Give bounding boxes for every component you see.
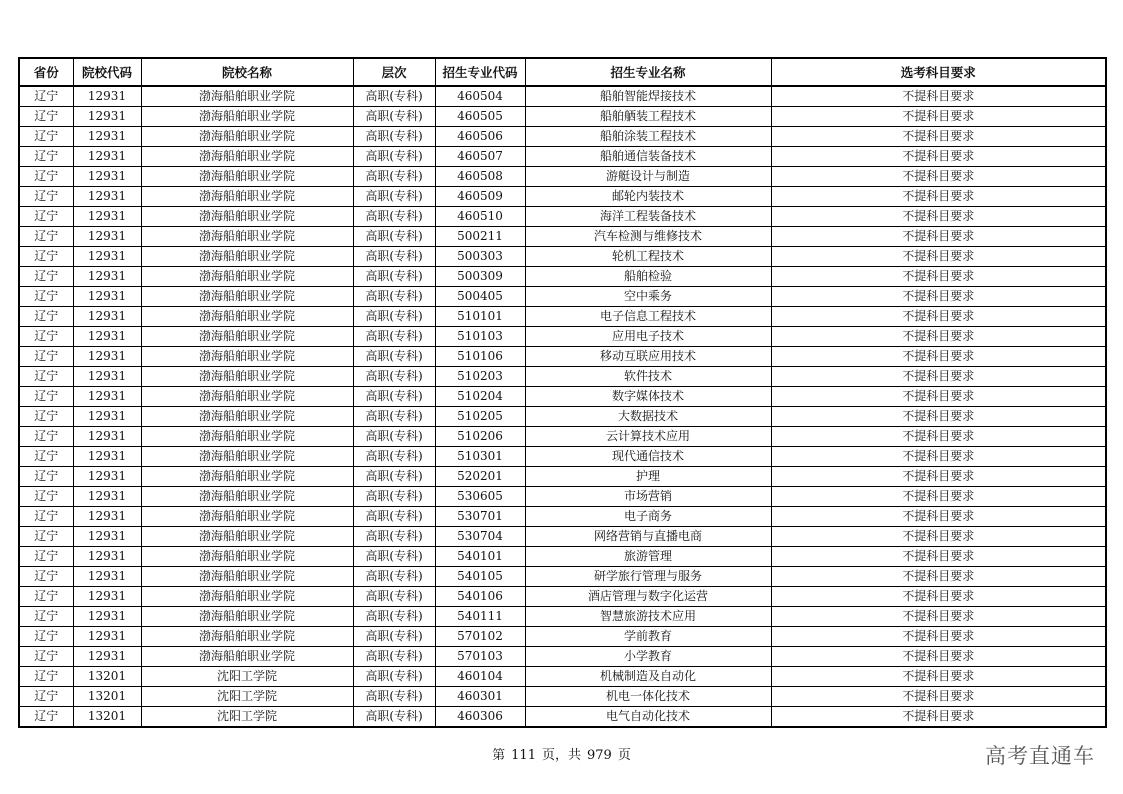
cell-major-name: 船舶涂装工程技术 — [525, 127, 771, 147]
cell-school-name: 渤海船舶职业学院 — [141, 387, 353, 407]
cell-major-name: 应用电子技术 — [525, 327, 771, 347]
cell-subject-requirement: 不提科目要求 — [771, 527, 1106, 547]
cell-major-name: 学前教育 — [525, 627, 771, 647]
cell-school-code: 12931 — [73, 467, 141, 487]
table-row — [19, 387, 1106, 407]
table-row — [19, 247, 1106, 267]
footer-page-number: 111 — [511, 748, 536, 763]
header-school-code: 院校代码 — [73, 58, 141, 86]
cell-school-code: 12931 — [73, 267, 141, 287]
cell-level: 高职(专科) — [353, 307, 435, 327]
cell-major-code: 460509 — [435, 187, 525, 207]
cell-school-code: 13201 — [73, 707, 141, 728]
cell-province: 辽宁 — [19, 247, 73, 267]
cell-school-code: 12931 — [73, 327, 141, 347]
cell-school-name: 渤海船舶职业学院 — [141, 507, 353, 527]
cell-major-code: 500303 — [435, 247, 525, 267]
header-school-name: 院校名称 — [141, 58, 353, 86]
admission-table-container — [18, 57, 1105, 728]
cell-school-code: 12931 — [73, 647, 141, 667]
cell-major-name: 电气自动化技术 — [525, 707, 771, 728]
cell-level: 高职(专科) — [353, 327, 435, 347]
cell-major-code: 500309 — [435, 267, 525, 287]
cell-school-code: 12931 — [73, 587, 141, 607]
cell-level: 高职(专科) — [353, 207, 435, 227]
cell-school-code: 12931 — [73, 86, 141, 107]
cell-province: 辽宁 — [19, 86, 73, 107]
footer-middle: 页，共 — [541, 748, 581, 763]
cell-subject-requirement: 不提科目要求 — [771, 247, 1106, 267]
header-major-name: 招生专业名称 — [525, 58, 771, 86]
cell-subject-requirement: 不提科目要求 — [771, 427, 1106, 447]
cell-school-name: 渤海船舶职业学院 — [141, 107, 353, 127]
cell-province: 辽宁 — [19, 267, 73, 287]
cell-major-name: 现代通信技术 — [525, 447, 771, 467]
table-row — [19, 347, 1106, 367]
cell-school-name: 渤海船舶职业学院 — [141, 467, 353, 487]
cell-subject-requirement: 不提科目要求 — [771, 467, 1106, 487]
cell-school-code: 12931 — [73, 167, 141, 187]
cell-level: 高职(专科) — [353, 427, 435, 447]
table-row — [19, 287, 1106, 307]
cell-major-code: 530701 — [435, 507, 525, 527]
cell-subject-requirement: 不提科目要求 — [771, 127, 1106, 147]
cell-major-name: 空中乘务 — [525, 287, 771, 307]
cell-school-name: 渤海船舶职业学院 — [141, 147, 353, 167]
cell-school-code: 12931 — [73, 447, 141, 467]
table-row — [19, 447, 1106, 467]
cell-subject-requirement: 不提科目要求 — [771, 387, 1106, 407]
table-row — [19, 307, 1106, 327]
cell-major-code: 570102 — [435, 627, 525, 647]
cell-province: 辽宁 — [19, 707, 73, 728]
cell-school-code: 13201 — [73, 687, 141, 707]
table-row — [19, 86, 1106, 107]
cell-school-code: 12931 — [73, 347, 141, 367]
cell-province: 辽宁 — [19, 587, 73, 607]
cell-level: 高职(专科) — [353, 607, 435, 627]
cell-subject-requirement: 不提科目要求 — [771, 667, 1106, 687]
table-row — [19, 647, 1106, 667]
table-row — [19, 267, 1106, 287]
cell-subject-requirement: 不提科目要求 — [771, 167, 1106, 187]
cell-province: 辽宁 — [19, 387, 73, 407]
cell-level: 高职(专科) — [353, 687, 435, 707]
cell-school-code: 12931 — [73, 287, 141, 307]
cell-province: 辽宁 — [19, 147, 73, 167]
cell-subject-requirement: 不提科目要求 — [771, 487, 1106, 507]
cell-major-code: 460507 — [435, 147, 525, 167]
cell-major-code: 460510 — [435, 207, 525, 227]
cell-major-code: 520201 — [435, 467, 525, 487]
cell-level: 高职(专科) — [353, 527, 435, 547]
cell-province: 辽宁 — [19, 627, 73, 647]
cell-major-code: 510301 — [435, 447, 525, 467]
cell-school-name: 渤海船舶职业学院 — [141, 567, 353, 587]
cell-level: 高职(专科) — [353, 187, 435, 207]
cell-school-code: 12931 — [73, 367, 141, 387]
watermark-logo-text: 高考直通车 — [985, 744, 1095, 768]
cell-major-name: 网络营销与直播电商 — [525, 527, 771, 547]
page-footer — [0, 744, 1123, 763]
cell-major-name: 电子信息工程技术 — [525, 307, 771, 327]
table-row — [19, 407, 1106, 427]
cell-province: 辽宁 — [19, 107, 73, 127]
cell-school-name: 渤海船舶职业学院 — [141, 327, 353, 347]
cell-subject-requirement: 不提科目要求 — [771, 227, 1106, 247]
footer-prefix: 第 — [492, 748, 506, 763]
cell-level: 高职(专科) — [353, 367, 435, 387]
cell-province: 辽宁 — [19, 227, 73, 247]
cell-subject-requirement: 不提科目要求 — [771, 607, 1106, 627]
cell-province: 辽宁 — [19, 447, 73, 467]
cell-major-name: 移动互联应用技术 — [525, 347, 771, 367]
cell-subject-requirement: 不提科目要求 — [771, 327, 1106, 347]
cell-school-name: 渤海船舶职业学院 — [141, 407, 353, 427]
cell-province: 辽宁 — [19, 287, 73, 307]
table-header-row — [19, 58, 1106, 86]
table-row — [19, 367, 1106, 387]
cell-level: 高职(专科) — [353, 167, 435, 187]
table-row — [19, 667, 1106, 687]
table-row — [19, 487, 1106, 507]
cell-school-code: 12931 — [73, 247, 141, 267]
cell-school-name: 沈阳工学院 — [141, 667, 353, 687]
table-row — [19, 547, 1106, 567]
cell-major-name: 旅游管理 — [525, 547, 771, 567]
cell-level: 高职(专科) — [353, 147, 435, 167]
cell-province: 辽宁 — [19, 407, 73, 427]
cell-level: 高职(专科) — [353, 507, 435, 527]
table-row — [19, 627, 1106, 647]
cell-school-name: 渤海船舶职业学院 — [141, 207, 353, 227]
cell-school-code: 12931 — [73, 407, 141, 427]
table-row — [19, 207, 1106, 227]
header-province: 省份 — [19, 58, 73, 86]
cell-major-name: 研学旅行管理与服务 — [525, 567, 771, 587]
cell-level: 高职(专科) — [353, 267, 435, 287]
cell-major-code: 540105 — [435, 567, 525, 587]
table-row — [19, 527, 1106, 547]
table-row — [19, 147, 1106, 167]
cell-school-name: 渤海船舶职业学院 — [141, 287, 353, 307]
cell-level: 高职(专科) — [353, 387, 435, 407]
cell-school-code: 12931 — [73, 607, 141, 627]
cell-level: 高职(专科) — [353, 107, 435, 127]
cell-major-name: 船舶舾装工程技术 — [525, 107, 771, 127]
cell-province: 辽宁 — [19, 207, 73, 227]
cell-school-name: 渤海船舶职业学院 — [141, 427, 353, 447]
cell-major-name: 游艇设计与制造 — [525, 167, 771, 187]
cell-major-code: 500211 — [435, 227, 525, 247]
cell-school-name: 沈阳工学院 — [141, 687, 353, 707]
cell-school-code: 12931 — [73, 387, 141, 407]
cell-province: 辽宁 — [19, 327, 73, 347]
cell-level: 高职(专科) — [353, 347, 435, 367]
cell-major-code: 530605 — [435, 487, 525, 507]
cell-province: 辽宁 — [19, 507, 73, 527]
cell-subject-requirement: 不提科目要求 — [771, 147, 1106, 167]
cell-school-name: 渤海船舶职业学院 — [141, 587, 353, 607]
cell-school-name: 渤海船舶职业学院 — [141, 247, 353, 267]
cell-school-name: 渤海船舶职业学院 — [141, 347, 353, 367]
header-subject-requirement: 选考科目要求 — [771, 58, 1106, 86]
cell-subject-requirement: 不提科目要求 — [771, 587, 1106, 607]
cell-province: 辽宁 — [19, 427, 73, 447]
cell-school-code: 12931 — [73, 547, 141, 567]
table-row — [19, 127, 1106, 147]
cell-level: 高职(专科) — [353, 407, 435, 427]
cell-province: 辽宁 — [19, 527, 73, 547]
cell-major-code: 510204 — [435, 387, 525, 407]
cell-level: 高职(专科) — [353, 86, 435, 107]
cell-major-code: 510206 — [435, 427, 525, 447]
table-body — [19, 86, 1106, 727]
cell-major-name: 汽车检测与维修技术 — [525, 227, 771, 247]
cell-subject-requirement: 不提科目要求 — [771, 447, 1106, 467]
cell-subject-requirement: 不提科目要求 — [771, 567, 1106, 587]
cell-subject-requirement: 不提科目要求 — [771, 707, 1106, 728]
cell-subject-requirement: 不提科目要求 — [771, 627, 1106, 647]
cell-school-code: 12931 — [73, 487, 141, 507]
cell-major-code: 540111 — [435, 607, 525, 627]
cell-major-name: 大数据技术 — [525, 407, 771, 427]
cell-subject-requirement: 不提科目要求 — [771, 207, 1106, 227]
cell-major-code: 570103 — [435, 647, 525, 667]
cell-major-name: 船舶智能焊接技术 — [525, 86, 771, 107]
cell-school-code: 12931 — [73, 307, 141, 327]
cell-school-name: 渤海船舶职业学院 — [141, 86, 353, 107]
footer-total-pages: 979 — [587, 748, 612, 763]
cell-school-name: 渤海船舶职业学院 — [141, 227, 353, 247]
cell-school-name: 渤海船舶职业学院 — [141, 167, 353, 187]
table-row — [19, 467, 1106, 487]
cell-level: 高职(专科) — [353, 547, 435, 567]
cell-major-name: 护理 — [525, 467, 771, 487]
cell-subject-requirement: 不提科目要求 — [771, 367, 1106, 387]
cell-province: 辽宁 — [19, 307, 73, 327]
cell-major-name: 邮轮内装技术 — [525, 187, 771, 207]
cell-major-code: 460504 — [435, 86, 525, 107]
cell-school-name: 渤海船舶职业学院 — [141, 647, 353, 667]
cell-school-name: 渤海船舶职业学院 — [141, 187, 353, 207]
cell-major-code: 460301 — [435, 687, 525, 707]
table-row — [19, 687, 1106, 707]
cell-major-code: 500405 — [435, 287, 525, 307]
cell-school-code: 12931 — [73, 627, 141, 647]
cell-major-name: 市场营销 — [525, 487, 771, 507]
cell-major-name: 机电一体化技术 — [525, 687, 771, 707]
cell-school-code: 12931 — [73, 227, 141, 247]
cell-subject-requirement: 不提科目要求 — [771, 507, 1106, 527]
cell-province: 辽宁 — [19, 487, 73, 507]
cell-major-name: 机械制造及自动化 — [525, 667, 771, 687]
cell-province: 辽宁 — [19, 347, 73, 367]
cell-subject-requirement: 不提科目要求 — [771, 347, 1106, 367]
cell-school-code: 13201 — [73, 667, 141, 687]
table-row — [19, 327, 1106, 347]
cell-school-name: 渤海船舶职业学院 — [141, 267, 353, 287]
cell-school-name: 渤海船舶职业学院 — [141, 627, 353, 647]
cell-level: 高职(专科) — [353, 287, 435, 307]
cell-major-name: 智慧旅游技术应用 — [525, 607, 771, 627]
cell-province: 辽宁 — [19, 127, 73, 147]
cell-school-name: 渤海船舶职业学院 — [141, 547, 353, 567]
cell-major-name: 小学教育 — [525, 647, 771, 667]
cell-major-name: 船舶通信装备技术 — [525, 147, 771, 167]
cell-subject-requirement: 不提科目要求 — [771, 687, 1106, 707]
cell-level: 高职(专科) — [353, 647, 435, 667]
cell-major-code: 510106 — [435, 347, 525, 367]
table-row — [19, 607, 1106, 627]
cell-major-code: 460505 — [435, 107, 525, 127]
cell-school-name: 沈阳工学院 — [141, 707, 353, 728]
cell-school-name: 渤海船舶职业学院 — [141, 607, 353, 627]
cell-province: 辽宁 — [19, 367, 73, 387]
cell-subject-requirement: 不提科目要求 — [771, 187, 1106, 207]
cell-province: 辽宁 — [19, 167, 73, 187]
table-row — [19, 227, 1106, 247]
cell-level: 高职(专科) — [353, 627, 435, 647]
cell-level: 高职(专科) — [353, 227, 435, 247]
cell-school-code: 12931 — [73, 427, 141, 447]
table-row — [19, 427, 1106, 447]
cell-school-code: 12931 — [73, 147, 141, 167]
table-row — [19, 507, 1106, 527]
table-row — [19, 187, 1106, 207]
table-row — [19, 587, 1106, 607]
cell-province: 辽宁 — [19, 647, 73, 667]
cell-school-name: 渤海船舶职业学院 — [141, 527, 353, 547]
cell-province: 辽宁 — [19, 547, 73, 567]
cell-major-code: 510205 — [435, 407, 525, 427]
cell-province: 辽宁 — [19, 667, 73, 687]
cell-major-code: 510103 — [435, 327, 525, 347]
cell-school-name: 渤海船舶职业学院 — [141, 127, 353, 147]
cell-province: 辽宁 — [19, 567, 73, 587]
cell-level: 高职(专科) — [353, 567, 435, 587]
footer-suffix: 页 — [617, 748, 631, 763]
table-row — [19, 707, 1106, 728]
cell-major-name: 数字媒体技术 — [525, 387, 771, 407]
cell-school-code: 12931 — [73, 207, 141, 227]
cell-level: 高职(专科) — [353, 487, 435, 507]
cell-major-code: 460506 — [435, 127, 525, 147]
cell-level: 高职(专科) — [353, 447, 435, 467]
cell-level: 高职(专科) — [353, 127, 435, 147]
cell-subject-requirement: 不提科目要求 — [771, 307, 1106, 327]
table-row — [19, 107, 1106, 127]
cell-major-code: 540101 — [435, 547, 525, 567]
cell-school-name: 渤海船舶职业学院 — [141, 367, 353, 387]
cell-level: 高职(专科) — [353, 667, 435, 687]
admission-table — [18, 57, 1107, 728]
cell-major-code: 460104 — [435, 667, 525, 687]
cell-subject-requirement: 不提科目要求 — [771, 107, 1106, 127]
cell-major-name: 酒店管理与数字化运营 — [525, 587, 771, 607]
cell-subject-requirement: 不提科目要求 — [771, 287, 1106, 307]
cell-major-name: 海洋工程装备技术 — [525, 207, 771, 227]
cell-level: 高职(专科) — [353, 707, 435, 728]
cell-subject-requirement: 不提科目要求 — [771, 547, 1106, 567]
cell-major-name: 软件技术 — [525, 367, 771, 387]
cell-major-name: 电子商务 — [525, 507, 771, 527]
header-major-code: 招生专业代码 — [435, 58, 525, 86]
header-level: 层次 — [353, 58, 435, 86]
cell-school-code: 12931 — [73, 127, 141, 147]
cell-major-code: 530704 — [435, 527, 525, 547]
cell-level: 高职(专科) — [353, 467, 435, 487]
cell-school-name: 渤海船舶职业学院 — [141, 447, 353, 467]
cell-major-code: 510101 — [435, 307, 525, 327]
cell-subject-requirement: 不提科目要求 — [771, 86, 1106, 107]
cell-subject-requirement: 不提科目要求 — [771, 647, 1106, 667]
cell-major-name: 云计算技术应用 — [525, 427, 771, 447]
cell-major-code: 510203 — [435, 367, 525, 387]
table-row — [19, 167, 1106, 187]
cell-school-code: 12931 — [73, 107, 141, 127]
cell-province: 辽宁 — [19, 187, 73, 207]
cell-province: 辽宁 — [19, 687, 73, 707]
cell-province: 辽宁 — [19, 607, 73, 627]
cell-subject-requirement: 不提科目要求 — [771, 267, 1106, 287]
cell-school-code: 12931 — [73, 507, 141, 527]
cell-school-code: 12931 — [73, 567, 141, 587]
cell-school-name: 渤海船舶职业学院 — [141, 487, 353, 507]
cell-major-name: 轮机工程技术 — [525, 247, 771, 267]
cell-major-code: 460508 — [435, 167, 525, 187]
cell-school-code: 12931 — [73, 527, 141, 547]
cell-school-code: 12931 — [73, 187, 141, 207]
cell-major-code: 540106 — [435, 587, 525, 607]
cell-major-code: 460306 — [435, 707, 525, 728]
cell-level: 高职(专科) — [353, 587, 435, 607]
cell-school-name: 渤海船舶职业学院 — [141, 307, 353, 327]
cell-province: 辽宁 — [19, 467, 73, 487]
cell-subject-requirement: 不提科目要求 — [771, 407, 1106, 427]
cell-level: 高职(专科) — [353, 247, 435, 267]
cell-major-name: 船舶检验 — [525, 267, 771, 287]
table-row — [19, 567, 1106, 587]
